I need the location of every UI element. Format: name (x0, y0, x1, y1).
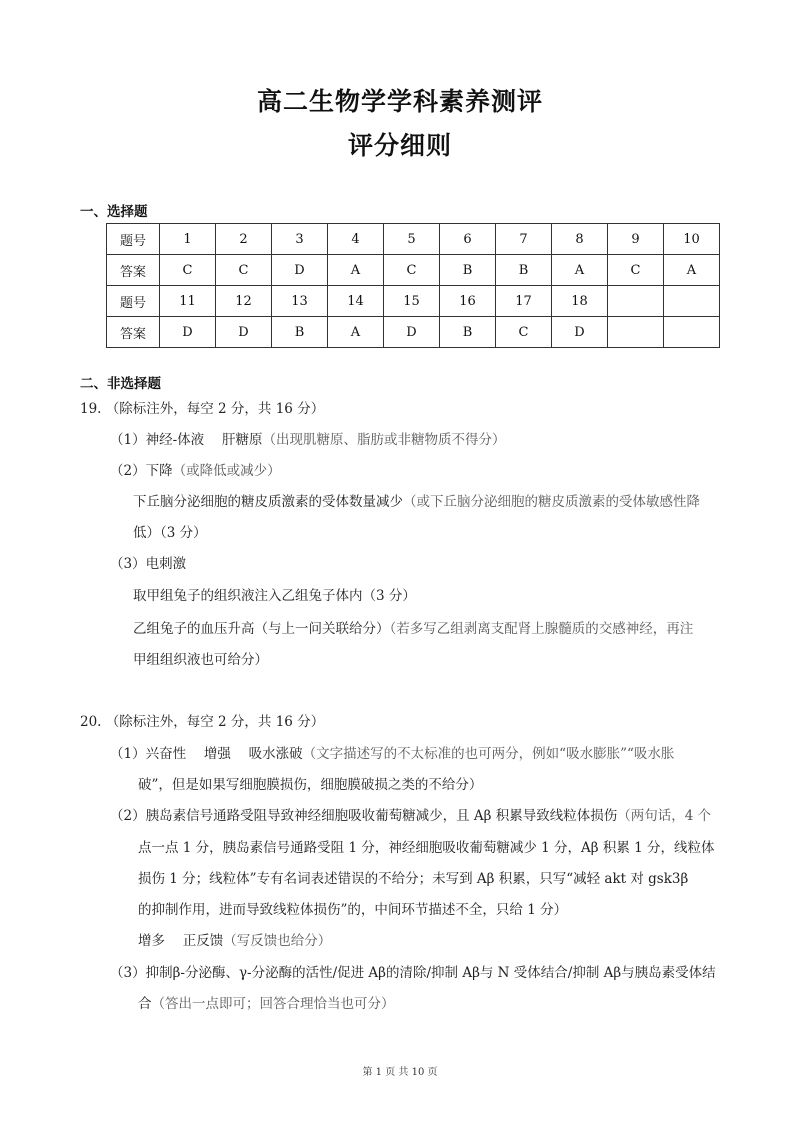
table-cell: C (384, 255, 440, 286)
table-cell: B (440, 255, 496, 286)
table-row-header: 题号 (107, 224, 160, 255)
table-row-header: 答案 (107, 317, 160, 348)
q19-part3: （3）电刺激 (110, 556, 187, 572)
q19-part3-note: （若多写乙组剥离支配肾上腺髓质的交感神经，再注 (389, 621, 694, 637)
q20-part2-answer2: 增多 正反馈 (138, 933, 224, 949)
table-cell: 16 (440, 286, 496, 317)
table-cell: 10 (664, 224, 720, 255)
table-cell: 7 (496, 224, 552, 255)
table-cell: C (496, 317, 552, 348)
q19-part1-note: （出现肌糖原、脂肪或非糖物质不得分） (262, 432, 506, 448)
q20-part2-line5 (138, 931, 331, 951)
table-cell: 13 (272, 286, 328, 317)
q20-part1-line2: 破”，但是如果写细胞膜损伤，细胞膜破损之类的不给分） (138, 777, 483, 793)
table-cell: 8 (552, 224, 608, 255)
q20-part2-note: （两句话，4 个 (617, 808, 712, 824)
q20-part2-note2: （写反馈也给分） (223, 933, 332, 949)
q19-part3-answer: 乙组兔子的血压升高（与上一问关联给分） (133, 621, 390, 637)
table-cell: C (216, 255, 272, 286)
q20-header: 20. （除标注外，每空 2 分，共 16 分） (80, 714, 325, 730)
table-cell (664, 317, 720, 348)
q19-header: 19. （除标注外，每空 2 分，共 16 分） (80, 401, 325, 417)
q19-part2-note2: （或下丘脑分泌细胞的糖皮质激素的受体敏感性降 (403, 494, 700, 510)
q20-part1-answer: （1）兴奋性 增强 吸水涨破 (110, 746, 303, 762)
table-cell: A (328, 255, 384, 286)
table-cell: 5 (384, 224, 440, 255)
q20-part2-answer: （2）胰岛素信号通路受阻导致神经细胞吸收葡萄糖减少，且 Aβ 积累导致线粒体损伤 (110, 808, 618, 824)
q19-part1 (110, 430, 505, 450)
table-cell: C (608, 255, 664, 286)
table-cell: 12 (216, 286, 272, 317)
table-cell: 1 (160, 224, 216, 255)
table-cell (608, 317, 664, 348)
table-cell (608, 286, 664, 317)
table-cell: 18 (552, 286, 608, 317)
table-row (107, 255, 720, 286)
table-cell: B (496, 255, 552, 286)
table-cell: 9 (608, 224, 664, 255)
q19-part2-line2 (133, 492, 700, 512)
q20-part2-line3: 损伤 1 分；线粒体”专有名词表述错误的不给分；未写到 Aβ 积累，只写“减轻 akt 对 gsk3β (138, 871, 689, 887)
q20-part2-line2: 点一点 1 分，胰岛素信号通路受阻 1 分，神经细胞吸收葡萄糖减少 1 分，Aβ 积累 1 分，线粒体 (138, 840, 715, 856)
q19-part3-line4: 甲组组织液也可给分） (133, 652, 268, 668)
table-cell: B (272, 317, 328, 348)
table-cell: D (160, 317, 216, 348)
q20-part1 (110, 744, 674, 764)
table-row (107, 286, 720, 317)
q20-part3: （3）抑制β-分泌酶、γ-分泌酶的活性/促进 Aβ的清除/抑制 Aβ与 N 受体结合/抑制 Aβ与胰岛素受体结 (110, 965, 716, 981)
table-cell: D (272, 255, 328, 286)
table-cell: D (552, 317, 608, 348)
page-footer: 第 1 页 共 10 页 (362, 1067, 438, 1078)
table-cell: A (552, 255, 608, 286)
table-cell: A (328, 317, 384, 348)
table-row-header: 题号 (107, 286, 160, 317)
section-nonchoice-heading: 二、非选择题 (80, 376, 161, 392)
table-row (107, 224, 720, 255)
table-cell: D (384, 317, 440, 348)
q20-part2-line4: 的抑制作用，进而导致线粒体损伤”的，中间环节描述不全，只给 1 分） (138, 902, 568, 918)
section-choice-heading: 一、选择题 (80, 204, 148, 220)
q20-part1-note: （文字描述写的不太标准的也可两分，例如“吸水膨胀”“吸水胀 (302, 746, 675, 762)
page-subtitle: 评分细则 (347, 131, 452, 160)
table-cell: 4 (328, 224, 384, 255)
q19-part3-line3 (133, 619, 693, 639)
table-cell: 15 (384, 286, 440, 317)
table-cell: D (216, 317, 272, 348)
table-row (107, 317, 720, 348)
table-cell: 2 (216, 224, 272, 255)
q20-part2 (110, 806, 711, 826)
table-cell: A (664, 255, 720, 286)
q20-part3-note: （答出一点即可；回答合理恰当也可分） (151, 996, 395, 1012)
table-cell: C (160, 255, 216, 286)
table-cell: 14 (328, 286, 384, 317)
table-cell (664, 286, 720, 317)
table-cell: 6 (440, 224, 496, 255)
table-cell: 17 (496, 286, 552, 317)
q19-part2-note: （或降低或减少） (172, 463, 281, 479)
q19-part2-answer: （2）下降 (110, 463, 173, 479)
table-row-header: 答案 (107, 255, 160, 286)
q20-part3-line2 (138, 994, 395, 1014)
table-cell: 11 (160, 286, 216, 317)
q19-part2-line3: 低）（3 分） (133, 525, 207, 541)
page-title: 高二生物学学科素养测评 (256, 87, 543, 116)
q20-part3-answer: 合 (138, 996, 152, 1012)
q19-part1-answer: （1）神经-体液 肝糖原 (110, 432, 263, 448)
q19-part2 (110, 461, 281, 481)
q19-part3-line2: 取甲组兔子的组织液注入乙组兔子体内（3 分） (133, 588, 416, 604)
q19-part2-answer2: 下丘脑分泌细胞的糖皮质激素的受体数量减少 (133, 494, 403, 510)
table-cell: B (440, 317, 496, 348)
table-cell: 3 (272, 224, 328, 255)
answer-table (106, 223, 720, 348)
